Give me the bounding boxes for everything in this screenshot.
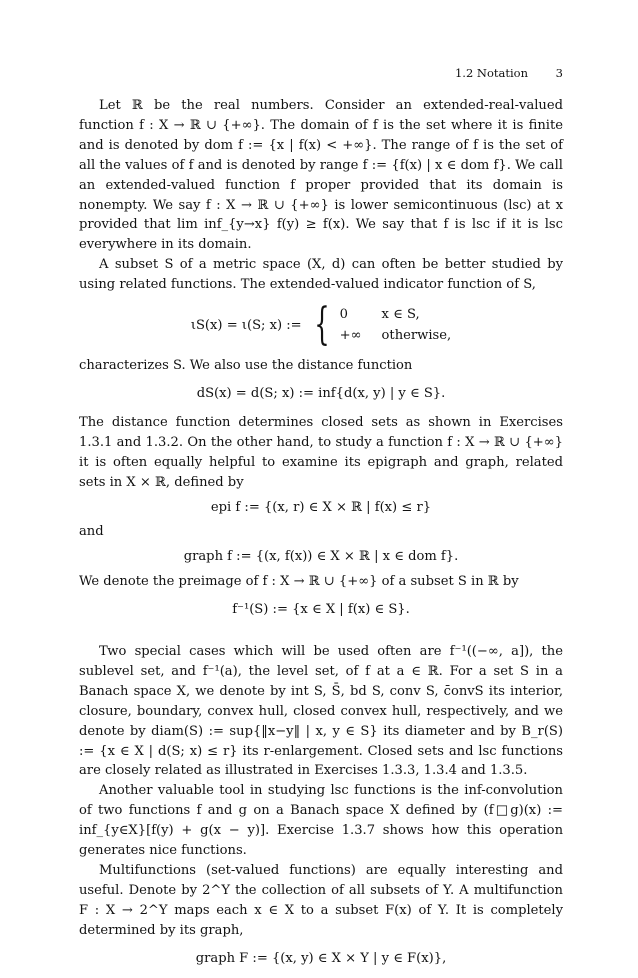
paragraph-level-sets: Two special cases which will be used often are f⁻¹((−∞, a]), the sublevel set, and f⁻¹(a), the level set, of f at a ∈ ℝ. For a set S in a Banach space X, we denote by int S, S̄, bd S, conv S, c̄onvS its interior, closure, boundary, convex hull, closed convex hull, respectively, and we denote by diam(S) := sup{‖x−y‖ | x, y ∈ S} its diameter and by B_r(S) := {x ∈ X | d(S; x) ≤ r} its r-enlargement. Closed sets and lsc functions are closely related as illustrated in Exercises 1.3.3, 1.3.4 and 1.3.5. [79,644,563,779]
paragraph-and: and [79,524,104,540]
indicator-lhs: ιS(x) = ι(S; x) := [190,317,302,333]
left-brace: { [313,299,330,351]
case1-condition: x ∈ S, [381,307,420,323]
indicator-cases [340,305,452,345]
paragraph-indicator-intro: A subset S of a metric space (X, d) can often be better studied by using related functions. The extended-valued indicator function of S, [79,257,563,293]
paragraph-preimage-intro: We denote the preimage of f : X → ℝ ∪ {+∞} of a subset S in ℝ by [79,574,519,590]
paragraph-inf-convolution: Another valuable tool in studying lsc functions is the inf-convolution of two functions f and g on a Banach space X defined by (f□g)(x) := inf_{y∈X}[f(y) + g(x − y)]. Exercise 1.3.7 shows how this operation generates nice functions. [79,783,563,859]
paragraph-distance-intro: characterizes S. We also use the distance function [79,358,413,374]
paragraph-epigraph-intro: The distance function determines closed sets as shown in Exercises 1.3.1 and 1.3.2. On the other hand, to study a function f : X → ℝ ∪ {+∞} it is often equally helpful to examine its epigraph and graph, related sets in X × ℝ, defined by [79,414,563,490]
case2-condition: otherwise, [381,328,452,344]
equation-epigraph: epi f := {(x, r) ∈ X × ℝ | f(x) ≤ r} [210,499,432,515]
page-number: 3 [555,66,563,80]
case1-value: 0 [339,307,348,323]
equation-graph-F: graph F := {(x, y) ∈ X × Y | y ∈ F(x)}, [195,950,447,966]
paragraph-domain-lsc: Let ℝ be the real numbers. Consider an extended-real-valued function f : X → ℝ ∪ {+∞}. The domain of f is the set where it is finite and is denoted by dom f := {x | f(x) < +∞}. The range of f is the set of all the values of f and is denoted by range f := {f(x) | x ∈ dom f}. We call an extended-valued function f proper provided that its domain is nonempty. We say f : X → ℝ ∪ {+∞} is lower semicontinuous (lsc) at x provided that lim inf_{y→x} f(y) ≥ f(x). We say that f is lsc if it is lsc everywhere in its domain. [79,98,563,253]
body-text [79,96,563,978]
case2-value: +∞ [339,328,362,344]
equation-distance-function: dS(x) = d(S; x) := inf{d(x, y) | y ∈ S}. [196,385,446,401]
paragraph-multifunctions: Multifunctions (set-valued functions) are equally interesting and useful. Denote by 2^Y the collection of all subsets of Y. A multifunction F : X → 2^Y maps each x ∈ X to a subset F(x) of Y. It is completely determined by its graph, [79,863,563,938]
equation-graph-f: graph f := {(x, f(x)) ∈ X × ℝ | x ∈ dom f}. [183,549,459,565]
equation-preimage: f⁻¹(S) := {x ∈ X | f(x) ∈ S}. [232,602,410,618]
running-head [455,66,563,80]
section-title: 1.2 Notation [454,66,529,80]
equation-indicator-function [79,299,563,351]
